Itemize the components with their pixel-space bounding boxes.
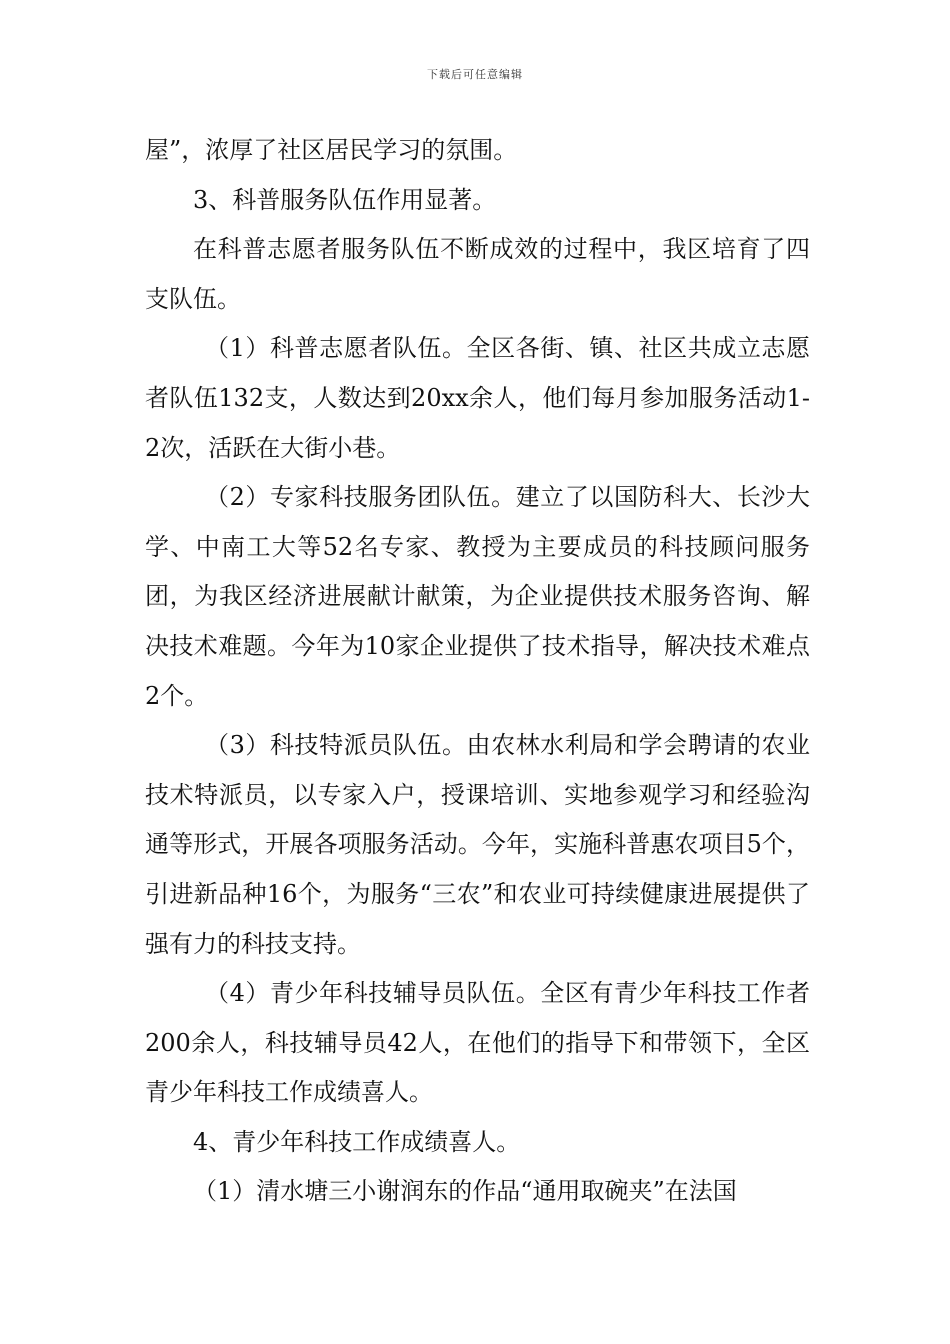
section-heading-4: 4、青少年科技工作成绩喜人。 <box>193 1127 521 1156</box>
paragraph-item-3: （3）科技特派员队伍。由农林水利局和学会聘请的农业技术特派员，以专家入户，授课培训、实地参观学习和经验沟通等形式，开展各项服务活动。今年，实施科普惠农项目5个，引进新品种16个，为服务“三农”和农业可持续健康进展提供了强有力的科技支持。 <box>145 731 810 958</box>
page-header: 下载后可任意编辑 <box>427 68 523 81</box>
section-heading-3: 3、科普服务队伍作用显著。 <box>193 185 497 214</box>
paragraph-intro: 在科普志愿者服务队伍不断成效的过程中，我区培育了四支队伍。 <box>145 235 810 313</box>
paragraph-continuation: 屋”，浓厚了社区居民学习的氛围。 <box>145 136 518 164</box>
paragraph-item-2: （2）专家科技服务团队伍。建立了以国防科大、长沙大学、中南工大等52名专家、教授为主要成员的科技顾问服务团，为我区经济进展献计献策，为企业提供技术服务咨询、解决技术难题。今年为10家企业提供了技术指导，解决技术难点2个。 <box>145 483 810 710</box>
document-body <box>145 126 810 1217</box>
paragraph-item-4-1: （1）清水塘三小谢润东的作品“通用取碗夹”在法国 <box>193 1177 737 1206</box>
paragraph-item-4: （4）青少年科技辅导员队伍。全区有青少年科技工作者200余人，科技辅导员42人，在他们的指导下和带领下，全区青少年科技工作成绩喜人。 <box>145 979 810 1107</box>
paragraph-item-1: （1）科普志愿者队伍。全区各街、镇、社区共成立志愿者队伍132支，人数达到20xx余人，他们每月参加服务活动1-2次，活跃在大街小巷。 <box>145 334 810 462</box>
